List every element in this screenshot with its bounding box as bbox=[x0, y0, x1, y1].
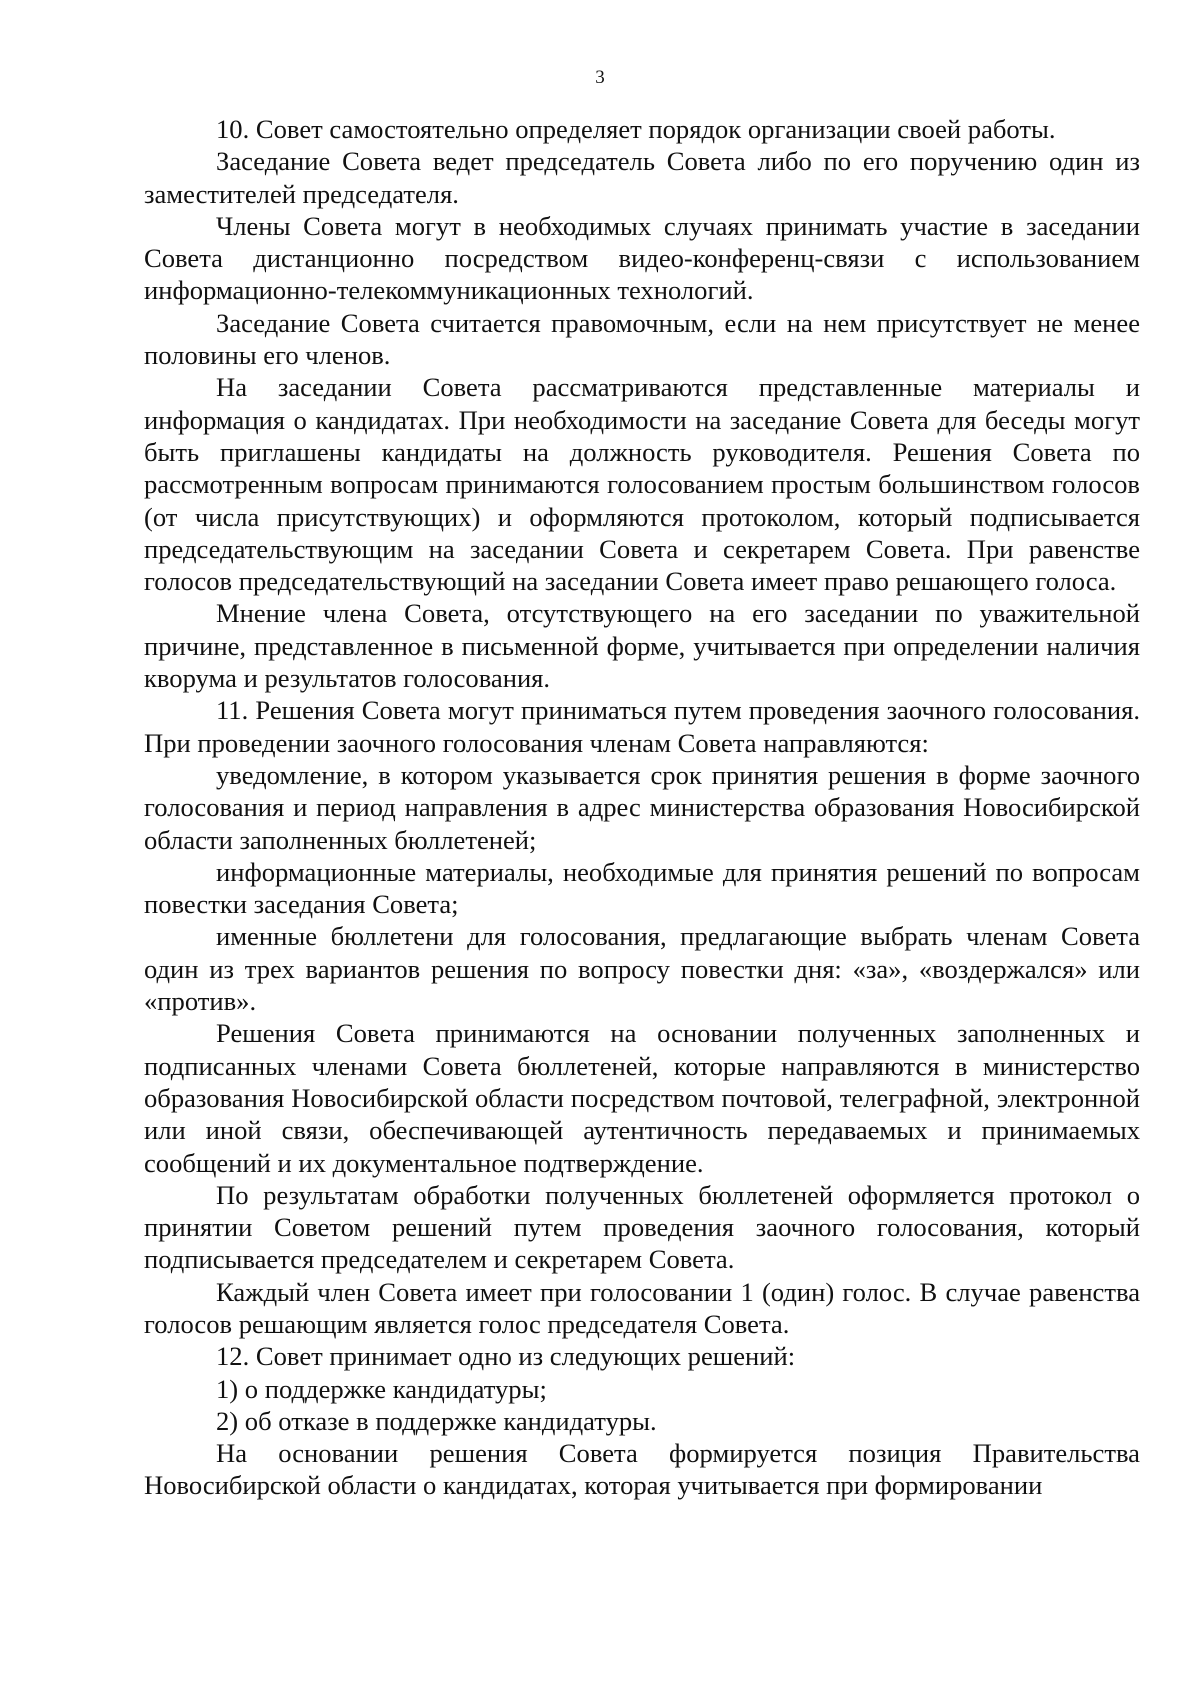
document-body bbox=[144, 113, 1140, 1502]
paragraph: 11. Решения Совета могут приниматься путем проведения заочного голосования. При проведении заочного голосования членам Совета направляются: bbox=[144, 695, 1140, 758]
paragraph: Заседание Совета ведет председатель Совета либо по его поручению один из заместителей председателя. bbox=[144, 146, 1140, 209]
paragraph: 1) о поддержке кандидатуры; bbox=[216, 1373, 547, 1404]
paragraph: 12. Совет принимает одно из следующих решений: bbox=[216, 1341, 796, 1372]
paragraph: информационные материалы, необходимые для принятия решений по вопросам повестки заседания Совета; bbox=[144, 856, 1140, 920]
paragraph: Решения Совета принимаются на основании полученных заполненных и подписанных членами Совета бюллетеней, которые направляются в министерство образования Новосибирской области посредством почтовой, телеграфной, электронной или иной связи, обеспечивающей аутентичность передаваемых и принимаемых сообщений и их документальное подтверждение. bbox=[144, 1018, 1140, 1178]
paragraph: На основании решения Совета формируется позиция Правительства Новосибирской области о кандидатах, которая учитывается при формировании bbox=[144, 1438, 1140, 1501]
paragraph: Члены Совета могут в необходимых случаях принимать участие в заседании Совета дистанционно посредством видео-конференц-связи с использованием информационно-телекоммуникационных технологий. bbox=[144, 210, 1140, 306]
paragraph: Каждый член Совета имеет при голосовании 1 (один) голос. В случае равенства голосов решающим является голос председателя Совета. bbox=[144, 1276, 1140, 1339]
paragraph: уведомление, в котором указывается срок принятия решения в форме заочного голосования и период направления в адрес министерства образования Новосибирской области заполненных бюллетеней; bbox=[144, 759, 1140, 855]
paragraph: Заседание Совета считается правомочным, если на нем присутствует не менее половины его членов. bbox=[144, 307, 1140, 371]
paragraph: именные бюллетени для голосования, предлагающие выбрать членам Совета один из трех вариантов решения по вопросу повестки дня: «за», «воздержался» или «против». bbox=[144, 921, 1140, 1017]
paragraph: На заседании Совета рассматриваются представленные материалы и информация о кандидатах. При необходимости на заседание Совета для беседы могут быть приглашены кандидаты на должность руководителя. Решения Совета по рассмотренным вопросам принимаются голосованием простым большинством голосов (от числа присутствующих) и оформляются протоколом, который подписывается председательствующим на заседании Совета и секретарем Совета. При равенстве голосов председательствующий на заседании Совета имеет право решающего голоса. bbox=[144, 372, 1140, 597]
paragraph: 10. Совет самостоятельно определяет порядок организации своей работы. bbox=[216, 114, 1056, 144]
paragraph: 2) об отказе в поддержке кандидатуры. bbox=[216, 1405, 657, 1436]
paragraph: По результатам обработки полученных бюллетеней оформляется протокол о принятии Советом решений путем проведения заочного голосования, который подписывается председателем и секретарем Совета. bbox=[144, 1179, 1140, 1275]
paragraph: Мнение члена Совета, отсутствующего на его заседании по уважительной причине, представленное в письменной форме, учитывается при определении наличия кворума и результатов голосования. bbox=[144, 598, 1140, 694]
page-number: 3 bbox=[595, 67, 605, 88]
